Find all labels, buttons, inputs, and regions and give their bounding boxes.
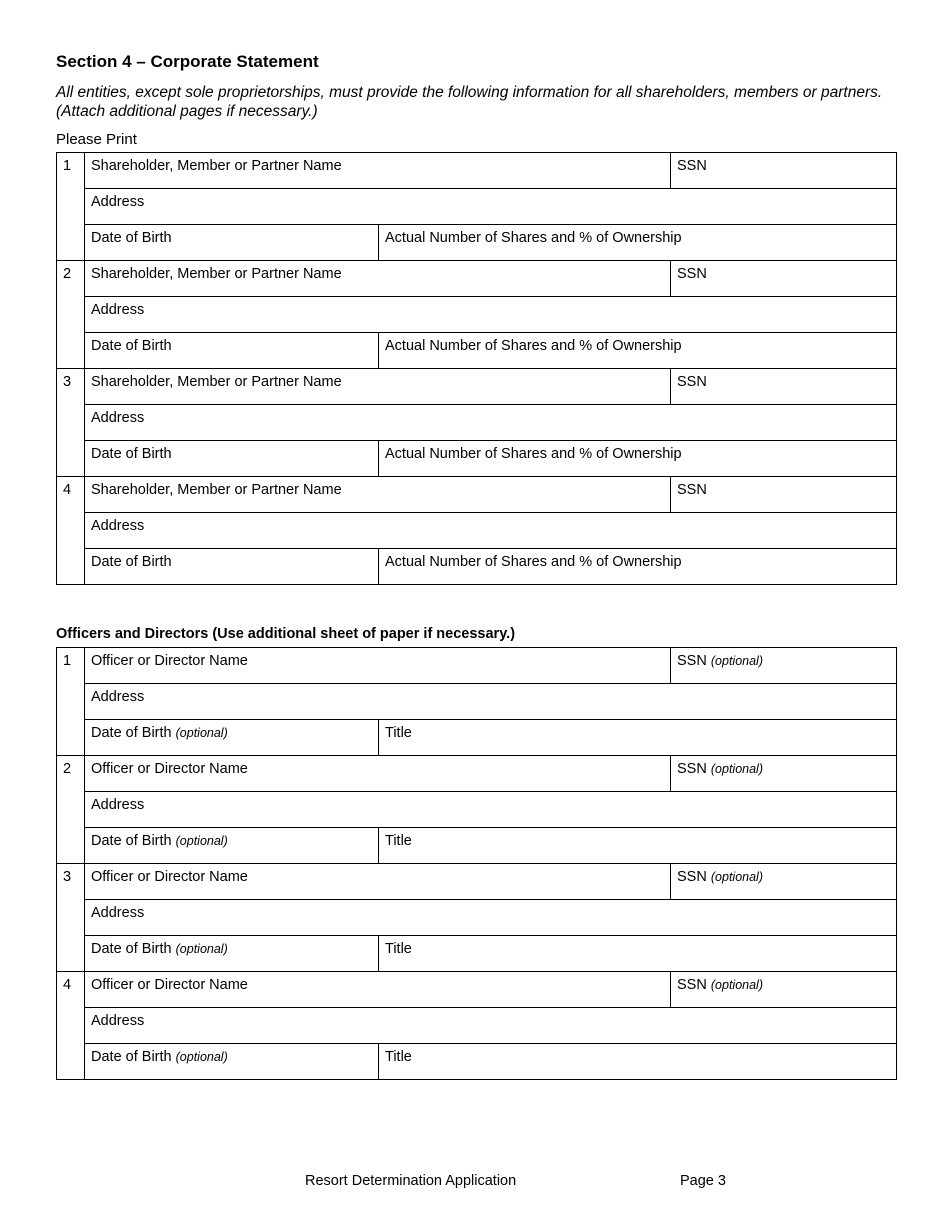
officer-ssn-field[interactable] [671, 756, 897, 792]
title-label: Title [385, 833, 412, 849]
shareholder-group [57, 261, 897, 297]
dob-label: Date of Birth [91, 833, 172, 849]
officer-title-field[interactable] [379, 936, 897, 972]
optional-label: (optional) [710, 654, 763, 668]
shareholder-group [57, 153, 897, 189]
officer-title-field[interactable] [379, 1044, 897, 1080]
ssn-label: SSN [677, 653, 707, 669]
officer-name-field[interactable] [85, 756, 671, 792]
shareholder-table [56, 152, 897, 585]
officer-dob-field[interactable] [85, 828, 379, 864]
officer-name-field[interactable] [85, 864, 671, 900]
shareholder-number: 1 [57, 153, 85, 261]
shareholder-name-field[interactable] [85, 261, 671, 297]
address-label: Address [91, 410, 145, 426]
shareholder-name-label: Shareholder, Member or Partner Name [91, 266, 342, 282]
optional-label: (optional) [175, 726, 228, 740]
ssn-label: SSN [677, 761, 707, 777]
officer-address-field[interactable] [85, 792, 897, 828]
ssn-label: SSN [677, 158, 707, 174]
shareholder-shares-field[interactable] [379, 441, 897, 477]
ssn-label: SSN [677, 869, 707, 885]
footer-document-name: Resort Determination Application [305, 1173, 517, 1189]
optional-label: (optional) [175, 1050, 228, 1064]
officer-number: 2 [57, 756, 85, 864]
address-label: Address [91, 194, 145, 210]
section-intro: All entities, except sole proprietorships, must provide the following information for all shareholders, members or partners. (Attach additional pages if necessary.) [56, 84, 883, 120]
shareholder-ssn-field[interactable] [671, 369, 897, 405]
shares-label: Actual Number of Shares and % of Ownership [385, 446, 682, 462]
dob-label: Date of Birth [91, 230, 172, 246]
dob-label: Date of Birth [91, 338, 172, 354]
shareholder-ssn-field[interactable] [671, 261, 897, 297]
shareholder-number: 3 [57, 369, 85, 477]
address-label: Address [91, 797, 145, 813]
optional-label: (optional) [710, 870, 763, 884]
shares-label: Actual Number of Shares and % of Ownership [385, 230, 682, 246]
ssn-label: SSN [677, 374, 707, 390]
shareholder-shares-field[interactable] [379, 225, 897, 261]
address-label: Address [91, 905, 145, 921]
dob-label: Date of Birth [91, 554, 172, 570]
officer-dob-field[interactable] [85, 720, 379, 756]
shareholder-name-field[interactable] [85, 153, 671, 189]
officer-address-field[interactable] [85, 1008, 897, 1044]
officer-group [57, 756, 897, 792]
ssn-label: SSN [677, 266, 707, 282]
address-label: Address [91, 689, 145, 705]
shareholder-dob-field[interactable] [85, 441, 379, 477]
shareholder-name-label: Shareholder, Member or Partner Name [91, 374, 342, 390]
officer-name-label: Officer or Director Name [91, 869, 248, 885]
shares-label: Actual Number of Shares and % of Ownership [385, 338, 682, 354]
dob-label: Date of Birth [91, 446, 172, 462]
shareholder-name-field[interactable] [85, 369, 671, 405]
shareholder-shares-field[interactable] [379, 549, 897, 585]
shareholder-group [57, 477, 897, 513]
shareholder-dob-field[interactable] [85, 225, 379, 261]
optional-label: (optional) [175, 942, 228, 956]
shareholder-ssn-field[interactable] [671, 153, 897, 189]
optional-label: (optional) [710, 762, 763, 776]
officer-name-field[interactable] [85, 648, 671, 684]
shareholder-dob-field[interactable] [85, 549, 379, 585]
address-label: Address [91, 302, 145, 318]
shareholder-ssn-field[interactable] [671, 477, 897, 513]
shareholder-name-field[interactable] [85, 477, 671, 513]
officer-address-field[interactable] [85, 900, 897, 936]
section-title: Section 4 – Corporate Statement [56, 52, 319, 71]
dob-label: Date of Birth [91, 725, 172, 741]
please-print-note: Please Print [56, 131, 137, 148]
officer-group [57, 864, 897, 900]
title-label: Title [385, 1049, 412, 1065]
dob-label: Date of Birth [91, 941, 172, 957]
shareholder-address-field[interactable] [85, 513, 897, 549]
officer-group [57, 972, 897, 1008]
optional-label: (optional) [175, 834, 228, 848]
officer-number: 3 [57, 864, 85, 972]
officer-ssn-field[interactable] [671, 648, 897, 684]
optional-label: (optional) [710, 978, 763, 992]
address-label: Address [91, 518, 145, 534]
shareholder-address-field[interactable] [85, 189, 897, 225]
officer-name-label: Officer or Director Name [91, 653, 248, 669]
ssn-label: SSN [677, 977, 707, 993]
officer-name-field[interactable] [85, 972, 671, 1008]
shareholder-number: 4 [57, 477, 85, 585]
officer-dob-field[interactable] [85, 1044, 379, 1080]
officer-number: 1 [57, 648, 85, 756]
officer-ssn-field[interactable] [671, 972, 897, 1008]
officers-heading: Officers and Directors (Use additional sheet of paper if necessary.) [56, 626, 516, 642]
shares-label: Actual Number of Shares and % of Ownership [385, 554, 682, 570]
officer-ssn-field[interactable] [671, 864, 897, 900]
officer-number: 4 [57, 972, 85, 1080]
shareholder-dob-field[interactable] [85, 333, 379, 369]
shareholder-number: 2 [57, 261, 85, 369]
officer-address-field[interactable] [85, 684, 897, 720]
officer-name-label: Officer or Director Name [91, 761, 248, 777]
address-label: Address [91, 1013, 145, 1029]
officer-name-label: Officer or Director Name [91, 977, 248, 993]
officer-dob-field[interactable] [85, 936, 379, 972]
shareholder-name-label: Shareholder, Member or Partner Name [91, 482, 342, 498]
shareholder-name-label: Shareholder, Member or Partner Name [91, 158, 342, 174]
ssn-label: SSN [677, 482, 707, 498]
shareholder-address-field[interactable] [85, 405, 897, 441]
title-label: Title [385, 941, 412, 957]
officer-title-field[interactable] [379, 828, 897, 864]
title-label: Title [385, 725, 412, 741]
officer-table [56, 647, 897, 1080]
officer-title-field[interactable] [379, 720, 897, 756]
officer-group [57, 648, 897, 684]
footer-page-number: Page 3 [680, 1173, 726, 1189]
dob-label: Date of Birth [91, 1049, 172, 1065]
shareholder-group [57, 369, 897, 405]
shareholder-address-field[interactable] [85, 297, 897, 333]
shareholder-shares-field[interactable] [379, 333, 897, 369]
